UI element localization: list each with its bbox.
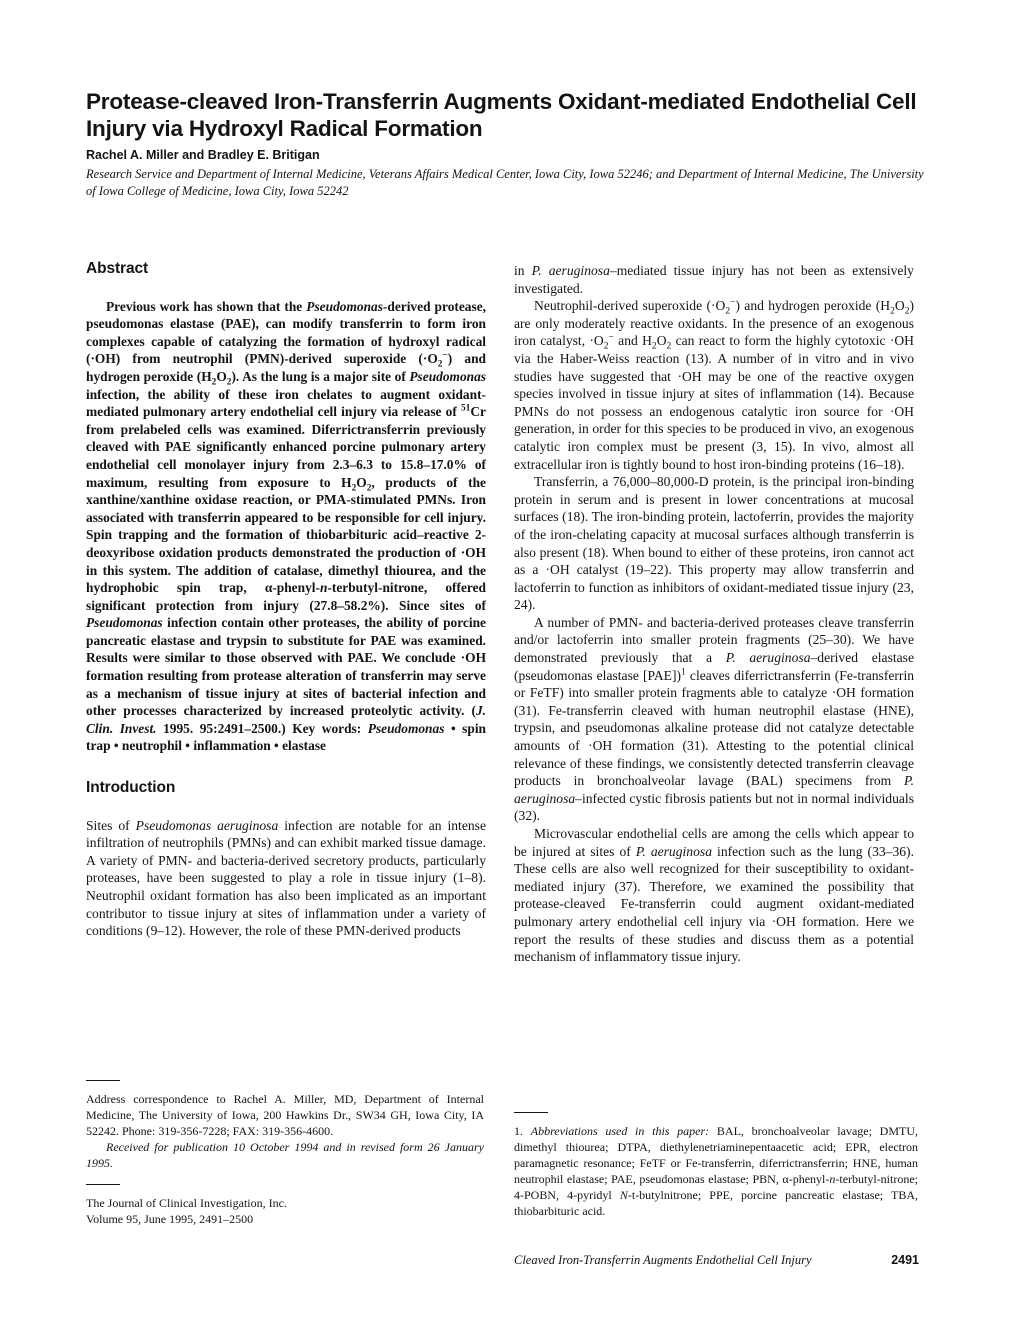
body-paragraph: A number of PMN- and bacteria-derived proteases cleave transferrin and/or lactoferrin into smaller protein fragments (25–30). We have demonstrated previously that a P. aeruginosa–derived elastase (pseudomonas elastase [PAE])$^1$ cleaves diferrictransferrin (Fe-transferrin or FeTF) into smaller protein fragments able to catalyze ·OH formation (31). Fe-transferrin cleaved with human neutrophil elastase (HNE), trypsin, and pseudomonas alkaline protease did not catalyze detectable amounts of ·OH formation (31). Attesting to the potential clinical relevance of these findings, we consistently detected transferrin cleavage products in bronchoalveolar lavage (BAL) specimens from P. aeruginosa–infected cystic fibrosis patients but not in normal individuals (32).: [514, 614, 915, 824]
paper-title: Protease-cleaved Iron-Transferrin Augments Oxidant-mediated Endothelial Cell Injury via Hydroxyl Radical Formation: [86, 89, 917, 141]
body-paragraph: in P. aeruginosa–mediated tissue injury has not been as extensively investigated.: [514, 263, 914, 296]
body-paragraph: Neutrophil-derived superoxide $(\cdot O_2^-)$ and hydrogen peroxide $(H_2O_2)$ are only moderately reactive oxidants. In the presence of an exogenous iron catalyst, $\cdot O_2^-$ and $H_2O_2$ can react to form the highly cytotoxic ·OH via the Haber-Weiss reaction (13). A number of in vitro and in vivo studies have suggested that ·OH may be one of the reactive oxygen species involved in tissue injury at sites of inflammation (14). Because PMNs do not possess an endogenous catalytic iron source for ·OH generation, in order for this species to be produced in vivo, an exogenous catalytic iron complex must be present (3, 15). In vivo, almost all extracellular iron is tightly bound to host iron-binding proteins (16–18).: [514, 297, 914, 472]
author-affiliation: Research Service and Department of Internal Medicine, Veterans Affairs Medical Center, Iowa City, Iowa 52246; and Department of Internal Medicine, The University of Iowa College of Medicine, Iowa City, Iowa 52242: [86, 167, 924, 198]
author-list: Rachel A. Miller and Bradley E. Britigan: [86, 148, 320, 162]
running-title: Cleaved Iron-Transferrin Augments Endothelial Cell Injury: [514, 1253, 812, 1267]
journal-info: [86, 1184, 484, 1227]
correspondence-footnote: [86, 1080, 484, 1171]
journal-name: The Journal of Clinical Investigation, Inc.: [86, 1196, 287, 1210]
abstract-body: Previous work has shown that the Pseudomonas-derived protease, pseudomonas elastase (PAE), can modify transferrin to form iron complexes capable of catalyzing the formation of hydroxyl radical (·OH) from neutrophil (PMN)-derived superoxide $(\cdot O_2^-)$ and hydrogen peroxide $(H_2O_2)$. As the lung is a major site of Pseudomonas infection, the ability of these iron chelates to augment oxidant-mediated pulmonary artery endothelial cell injury via release of $^{51}$Cr from prelabeled cells was examined. Diferrictransferrin previously cleaved with PAE significantly enhanced porcine pulmonary artery endothelial cell monolayer injury from 2.3–6.3 to 15.8–17.0% of maximum, resulting from exposure to $H_2O_2$, products of the xanthine/xanthine oxidase reaction, or PMA-stimulated PMNs. Iron associated with transferrin appeared to be responsible for cell injury. Spin trapping and the formation of thiobarbituric acid–reactive 2-deoxyribose oxidation products demonstrated the production of ·OH in this system. The addition of catalase, dimethyl thiourea, and the hydrophobic spin trap, α-phenyl-n-terbutyl-nitrone, offered significant protection from injury (27.8–58.2%). Since sites of Pseudomonas infection contain other proteases, the ability of porcine pancreatic elastase and trypsin to substitute for PAE was examined. Results were similar to those observed with PAE. We conclude ·OH formation resulting from protease alteration of transferrin may serve as a mechanism of tissue injury at sites of bacterial infection and other processes characterized by increased proteolytic activity. (J. Clin. Invest. 1995. 95:2491–2500.) Key words: Pseudomonas • spin trap • neutrophil • inflammation • elastase: [86, 298, 486, 754]
introduction-paragraph: Sites of Pseudomonas aeruginosa infection are notable for an intense infiltration of neutrophils (PMNs) and can exhibit marked tissue damage. A variety of PMN- and bacteria-derived secretory products, particularly proteases, have been suggested to play a role in tissue injury (1–8). Neutrophil oxidant formation has also been implicated as an important contributor to tissue injury at sites of inflammation under a variety of conditions (9–12). However, the role of these PMN-derived products: [86, 817, 486, 939]
left-column: [86, 260, 486, 940]
abstract-heading: Abstract: [86, 260, 149, 277]
page-number: 2491: [891, 1253, 919, 1267]
introduction-heading: Introduction: [86, 779, 176, 797]
footnote-rule: [86, 1184, 120, 1185]
abbreviations-text: 1. Abbreviations used in this paper: BAL, bronchoalveolar lavage; DMTU, dimethyl thiourea; DTPA, diethylenetriaminepentaacetic acid; EPR, electron paramagnetic resonance; FeTF or Fe-transferrin, diferrictransferrin; HNE, human neutrophil elastase; PAE, pseudomonas elastase; PBN, α-phenyl-n-terbutyl-nitrone; 4-POBN, 4-pyridyl N-t-butylnitrone; PPE, porcine pancreatic elastase; TBA, thiobarbituric acid.: [514, 1124, 919, 1218]
body-paragraph: Transferrin, a 76,000–80,000-D protein, is the principal iron-binding protein in serum and is present in lower concentrations at mucosal surfaces (18). The iron-binding protein, lactoferrin, provides the majority of the iron-chelating capacity at mucosal surfaces although transferrin is also present (18). When bound to either of these proteins, iron cannot act as a ·OH catalyst (19–22). This property may allow transferrin and lactoferrin to function as inhibitors of oxidant-mediated tissue injury (23, 24).: [514, 474, 914, 613]
correspondence-address: Address correspondence to Rachel A. Miller, MD, Department of Internal Medicine, The University of Iowa, 200 Hawkins Dr., SW34 GH, Iowa City, IA 52242. Phone: 319-356-7228; FAX: 319-356-4600.: [86, 1092, 484, 1138]
footnote-rule: [514, 1112, 548, 1113]
right-column: [514, 262, 914, 966]
abbreviations-footnote: [514, 1112, 918, 1219]
received-date: Received for publication 10 October 1994 and in revised form 26 January 1995.: [86, 1140, 484, 1170]
footnote-rule: [86, 1080, 120, 1081]
body-paragraph: Microvascular endothelial cells are among the cells which appear to be injured at sites of P. aeruginosa infection such as the lung (33–36). These cells are also well recognized for their susceptibility to oxidant-mediated injury (37). Therefore, we examined the possibility that protease-cleaved Fe-transferrin could augment oxidant-mediated pulmonary artery endothelial cell injury via ·OH formation. Here we report the results of these studies and discuss them as a potential mechanism of inflammatory tissue injury.: [514, 826, 914, 965]
journal-volume: Volume 95, June 1995, 2491–2500: [86, 1212, 254, 1226]
